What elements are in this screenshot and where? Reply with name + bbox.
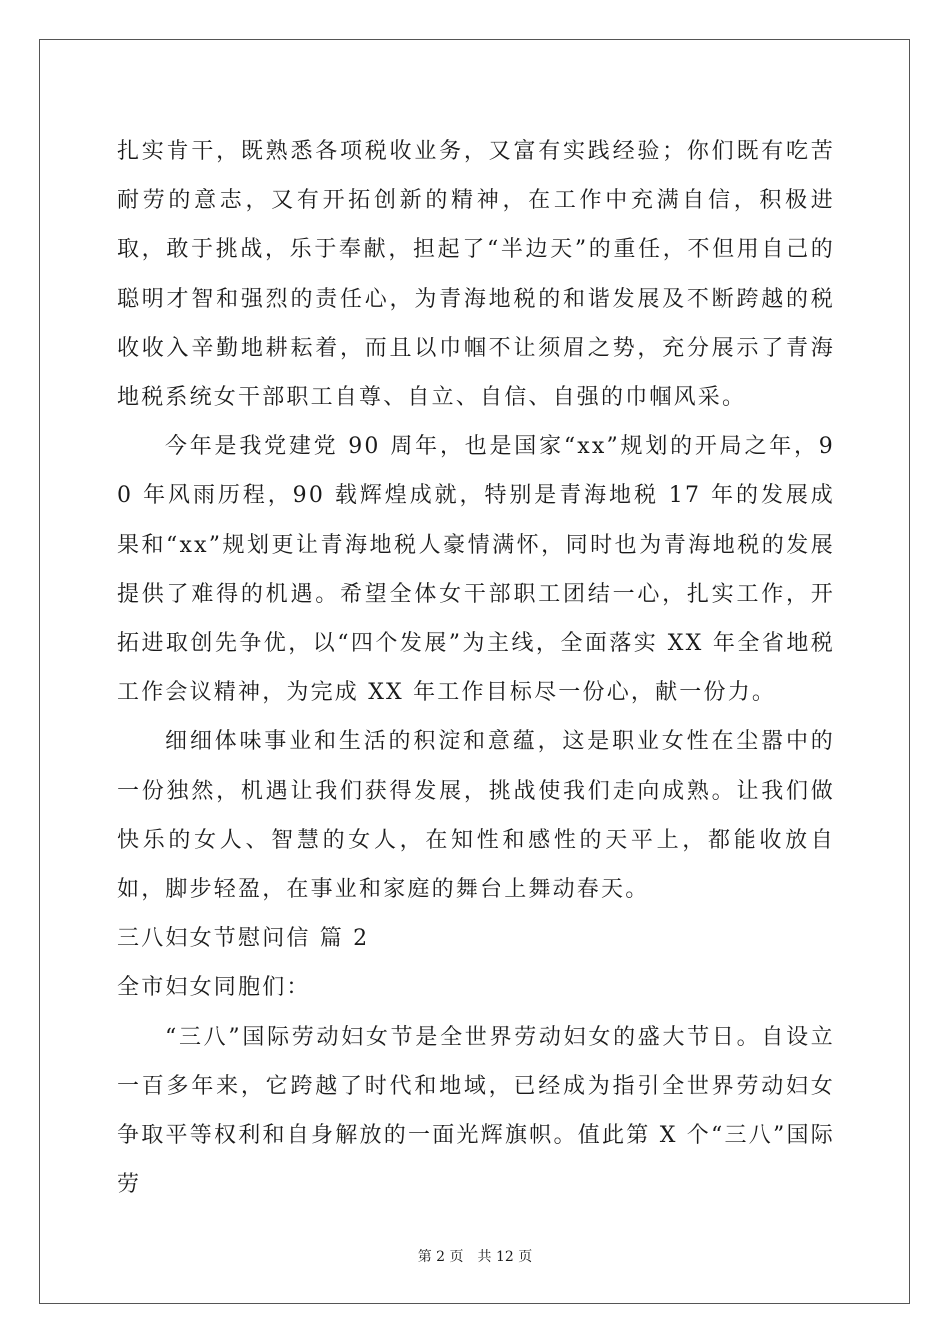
page-footer xyxy=(0,1246,950,1266)
paragraph-4: “三八”国际劳动妇女节是全世界劳动妇女的盛大节日。自设立一百多年来，它跨越了时代和地域，已经成为指引全世界劳动妇女争取平等权利和自身解放的一面光辉旗帜。值此第 X 个“三八”国际劳 xyxy=(117,1024,835,1198)
paragraph-2: 今年是我党建党 90 周年，也是国家“xx”规划的开局之年，90 年风雨历程，90 载辉煌成就，特别是青海地税 17 年的发展成果和“xx”规划更让青海地税人豪情满怀，同时也为青海地税的发展提供了难得的机遇。希望全体女干部职工团结一心，扎实工作，开拓进取创先争优，以“四个发展”为主线，全面落实 XX 年全省地税工作会议精神，为完成 XX 年工作目标尽一份心，献一份力。 xyxy=(117,434,835,706)
section-title: 三八妇女节慰问信 篇 2 xyxy=(117,926,370,952)
paragraph-1: 扎实肯干，既熟悉各项税收业务，又富有实践经验；你们既有吃苦耐劳的意志，又有开拓创新的精神，在工作中充满自信，积极进取，敢于挑战，乐于奉献，担起了“半边天”的重任，不但用自己的聪明才智和强烈的责任心，为青海地税的和谐发展及不断跨越的税收收入辛勤地耕耘着，而且以巾帼不让须眉之势，充分展示了青海地税系统女干部职工自尊、自立、自信、自强的巾帼风采。 xyxy=(117,139,835,411)
document-body xyxy=(117,127,835,1209)
page-number: 第 2 页 xyxy=(417,1249,464,1265)
page-total: 共 12 页 xyxy=(477,1249,533,1265)
paragraph-3: 细细体味事业和生活的积淀和意蕴，这是职业女性在尘嚣中的一份独然，机遇让我们获得发展，挑战使我们走向成熟。让我们做快乐的女人、智慧的女人，在知性和感性的天平上，都能收放自如，脚步轻盈，在事业和家庭的舞台上舞动春天。 xyxy=(117,729,835,903)
salutation: 全市妇女同胞们： xyxy=(117,975,311,1001)
